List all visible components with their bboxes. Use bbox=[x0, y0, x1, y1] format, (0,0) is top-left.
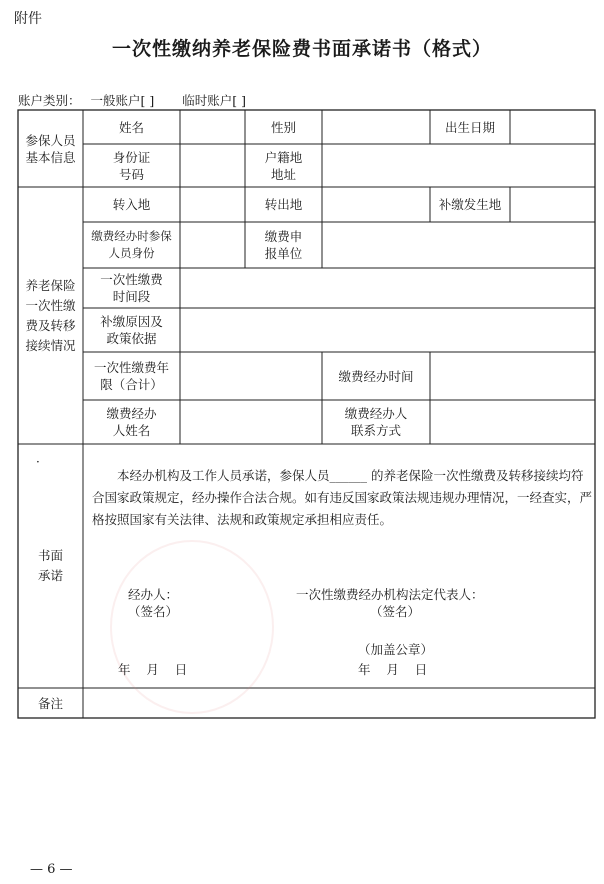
account-type-row bbox=[18, 91, 256, 109]
handler-date: 年 月 日 bbox=[118, 662, 188, 677]
hukou-address-label: 户籍地 地址 bbox=[264, 149, 303, 182]
page-number: — 6 — bbox=[30, 862, 73, 877]
legal-rep-date: 年 月 日 bbox=[358, 662, 428, 677]
legal-rep-sign-note: （签名） bbox=[370, 604, 421, 619]
payment-years-label: 一次性缴费年 限（合计） bbox=[93, 360, 169, 392]
seal-note: （加盖公章） bbox=[358, 642, 434, 657]
transfer-in-label: 转入地 bbox=[112, 197, 151, 212]
gender-label: 性别 bbox=[270, 119, 296, 135]
promise-text: 本经办机构及工作人员承诺，参保人员______ 的养老保险一次性缴费及转移接续均符合国家政策规定，经办操作合法合规。如有违反国家政策法规违规办理情况，一经查实，严格按照国家有关法律、法规和政策规定承担相应责任。 bbox=[92, 468, 593, 527]
name-label: 姓名 bbox=[118, 119, 144, 135]
legal-rep-label: 一次性缴费经办机构法定代表人： bbox=[296, 587, 484, 602]
payment-period-label: 一次性缴费 时间段 bbox=[100, 272, 163, 304]
promise-section-label: 书面 承诺 bbox=[37, 548, 63, 583]
insured-status-label: 缴费经办时参保 人员身份 bbox=[91, 229, 172, 260]
temporary-account-option: 临时账户[ ] bbox=[182, 93, 246, 108]
id-number-label: 身份证 号码 bbox=[112, 149, 151, 182]
dot-mark: · bbox=[36, 455, 40, 469]
birth-date-label: 出生日期 bbox=[444, 119, 495, 135]
basic-info-section-label: 参保人员 基本信息 bbox=[25, 132, 76, 165]
page-title: 一次性缴纳养老保险费书面承诺书（格式） bbox=[111, 38, 492, 60]
pension-section-label: 养老保险 一次性缴 费及转移 接续情况 bbox=[25, 277, 76, 353]
general-account-option: 一般账户[ ] bbox=[90, 93, 155, 108]
handle-time-label: 缴费经办时间 bbox=[338, 368, 414, 384]
handler-contact-label: 缴费经办人 联系方式 bbox=[344, 406, 408, 438]
handler-signature-label: 经办人： bbox=[128, 587, 179, 602]
handler-sign-note: （签名） bbox=[128, 604, 179, 619]
account-type-label: 账户类别： bbox=[18, 93, 81, 108]
declare-unit-label: 缴费申 报单位 bbox=[264, 229, 303, 261]
faded-seal-stamp bbox=[110, 540, 274, 714]
reason-policy-label: 补缴原因及 政策依据 bbox=[100, 314, 163, 346]
transfer-out-label: 转出地 bbox=[264, 197, 303, 212]
handler-name-label: 缴费经办 人姓名 bbox=[106, 406, 157, 438]
attachment-label: 附件 bbox=[14, 11, 42, 27]
supplement-place-label: 补缴发生地 bbox=[438, 197, 502, 212]
remark-label: 备注 bbox=[37, 695, 63, 711]
